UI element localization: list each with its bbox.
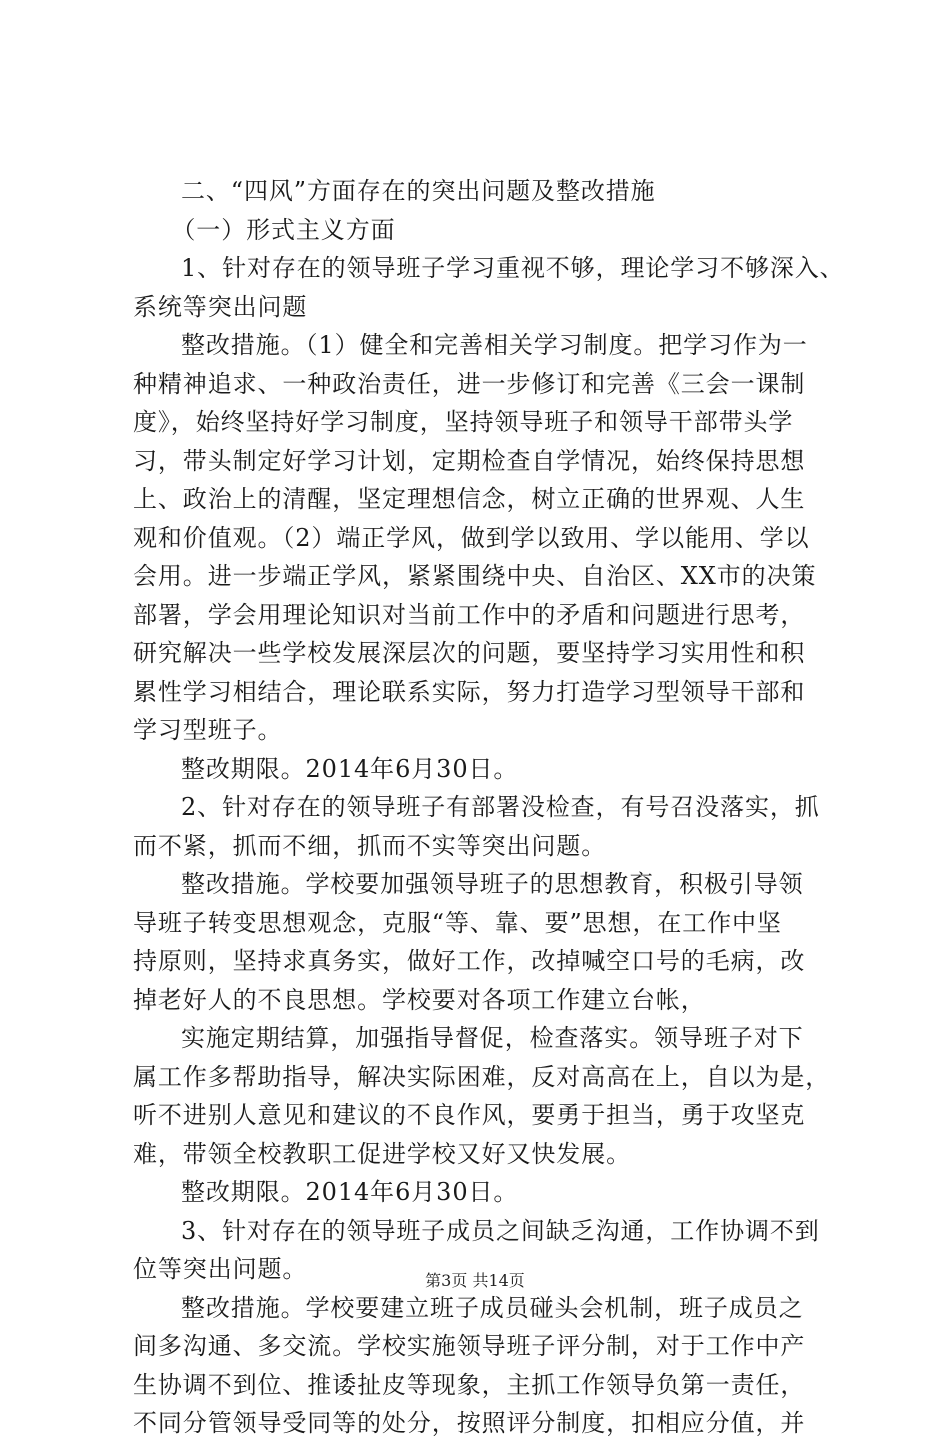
text-line: 整改措施。学校要加强领导班子的思想教育，积极引导领 <box>181 870 804 898</box>
text-line: 生协调不到位、推诿扯皮等现象，主抓工作领导负第一责任， <box>133 1370 806 1399</box>
text-line: 3、针对存在的领导班子成员之间缺乏沟通，工作协调不到 <box>181 1216 820 1245</box>
text-line: 属工作多帮助指导，解决实际困难，反对高高在上，自以为是， <box>133 1062 831 1091</box>
page-footer: 第3页 共14页 <box>425 1271 525 1290</box>
text-line: 整改措施。学校要建立班子成员碰头会机制，班子成员之 <box>181 1293 804 1322</box>
text-line: 听不进别人意见和建议的不良作风，要勇于担当，勇于攻坚克 <box>133 1101 806 1129</box>
text-line: 难，带领全校教职工促进学校又好又快发展。 <box>133 1139 631 1168</box>
text-line: 研究解决一些学校发展深层次的问题，要坚持学习实用性和积 <box>133 639 806 667</box>
text-line: 种精神追求、一种政治责任，进一步修订和完善《三会一课制 <box>133 369 806 398</box>
text-line: 累性学习相结合，理论联系实际，努力打造学习型领导干部和 <box>133 677 806 706</box>
text-line: 整改期限。2014年6月30日。 <box>181 1178 519 1206</box>
text-line: 实施定期结算，加强指导督促，检查落实。领导班子对下 <box>181 1024 804 1052</box>
text-line: （一）形式主义方面 <box>171 215 396 244</box>
text-line: 整改措施。（1）健全和完善相关学习制度。把学习作为一 <box>181 331 808 359</box>
text-line: 整改期限。2014年6月30日。 <box>181 754 519 783</box>
text-line: 会用。进一步端正学风，紧紧围绕中央、自治区、XX市的决策 <box>133 562 817 590</box>
text-line: 观和价值观。（2）端正学风，做到学以致用、学以能用、学以 <box>133 523 810 552</box>
text-line: 导班子转变思想观念，克服“等、靠、要”思想，在工作中坚 <box>133 908 782 937</box>
text-line: 2、针对存在的领导班子有部署没检查，有号召没落实，抓 <box>181 793 820 821</box>
text-line: 位等突出问题。 <box>133 1255 308 1283</box>
text-line: 二、“四风”方面存在的突出问题及整改措施 <box>181 177 656 205</box>
text-line: 1、针对存在的领导班子学习重视不够，理论学习不够深入、 <box>181 254 845 282</box>
document-body <box>133 172 845 1443</box>
text-line: 度》，始终坚持好学习制度，坚持领导班子和领导干部带头学 <box>133 408 794 436</box>
text-line: 学习型班子。 <box>133 716 283 744</box>
text-line: 而不紧，抓而不细，抓而不实等突出问题。 <box>133 831 607 860</box>
text-line: 不同分管领导受同等的处分，按照评分制度，扣相应分值，并 <box>133 1409 806 1437</box>
text-line: 掉老好人的不良思想。学校要对各项工作建立台帐， <box>133 985 706 1014</box>
text-line: 系统等突出问题 <box>133 292 308 321</box>
text-line: 间多沟通、多交流。学校实施领导班子评分制，对于工作中产 <box>133 1332 806 1360</box>
text-line: 习，带头制定好学习计划，定期检查自学情况，始终保持思想 <box>133 446 806 475</box>
text-line: 部署，学会用理论知识对当前工作中的矛盾和问题进行思考， <box>133 600 806 629</box>
text-line: 持原则，坚持求真务实，做好工作，改掉喊空口号的毛病，改 <box>133 947 806 975</box>
text-line: 上、政治上的清醒，坚定理想信念，树立正确的世界观、人生 <box>133 485 806 513</box>
